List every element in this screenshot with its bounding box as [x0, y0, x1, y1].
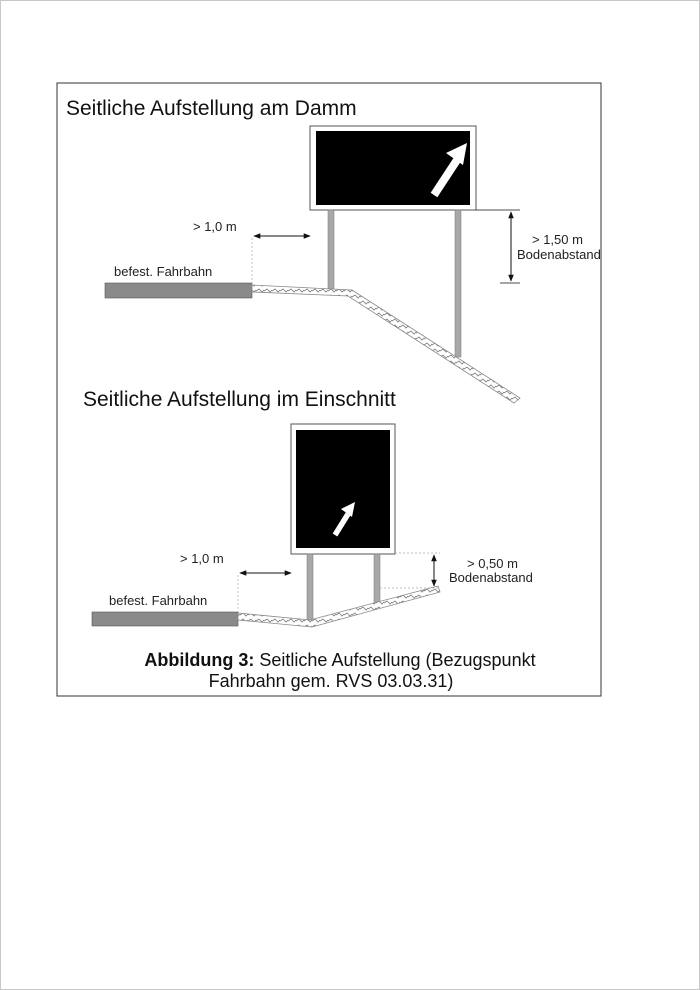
figure-caption-number: Abbildung 3:: [144, 650, 255, 670]
einschnitt-distance-label: > 1,0 m: [180, 551, 224, 566]
damm-embankment: [252, 285, 520, 403]
damm-clearance-label: > 1,50 m: [532, 232, 583, 247]
damm-clearance-sublabel: Bodenabstand: [517, 247, 601, 262]
damm-post-right: [455, 210, 461, 357]
figure-caption-line1: [144, 650, 535, 670]
damm-road: [105, 283, 252, 298]
einschnitt-title: Seitliche Aufstellung im Einschnitt: [83, 388, 396, 411]
damm-sign-panel: [316, 131, 470, 205]
einschnitt-sign: [291, 424, 395, 554]
figure-caption-line2: Fahrbahn gem. RVS 03.03.31): [208, 671, 454, 691]
damm-distance-label: > 1,0 m: [193, 219, 237, 234]
einschnitt-post-left: [307, 554, 313, 622]
damm-sign: [310, 126, 476, 210]
einschnitt-post-right: [374, 554, 380, 603]
damm-post-left: [328, 210, 334, 291]
einschnitt-clearance-label: > 0,50 m: [467, 556, 518, 571]
einschnitt-road-label: befest. Fahrbahn: [109, 593, 208, 608]
damm-title: Seitliche Aufstellung am Damm: [66, 97, 357, 120]
einschnitt-ditch: [238, 586, 440, 627]
einschnitt-clearance-sublabel: Bodenabstand: [449, 570, 533, 585]
einschnitt-sign-panel: [296, 430, 390, 548]
figure-caption-text: Seitliche Aufstellung (Bezugspunkt: [254, 650, 536, 670]
damm-road-label: befest. Fahrbahn: [114, 264, 213, 279]
einschnitt-road: [92, 612, 238, 626]
